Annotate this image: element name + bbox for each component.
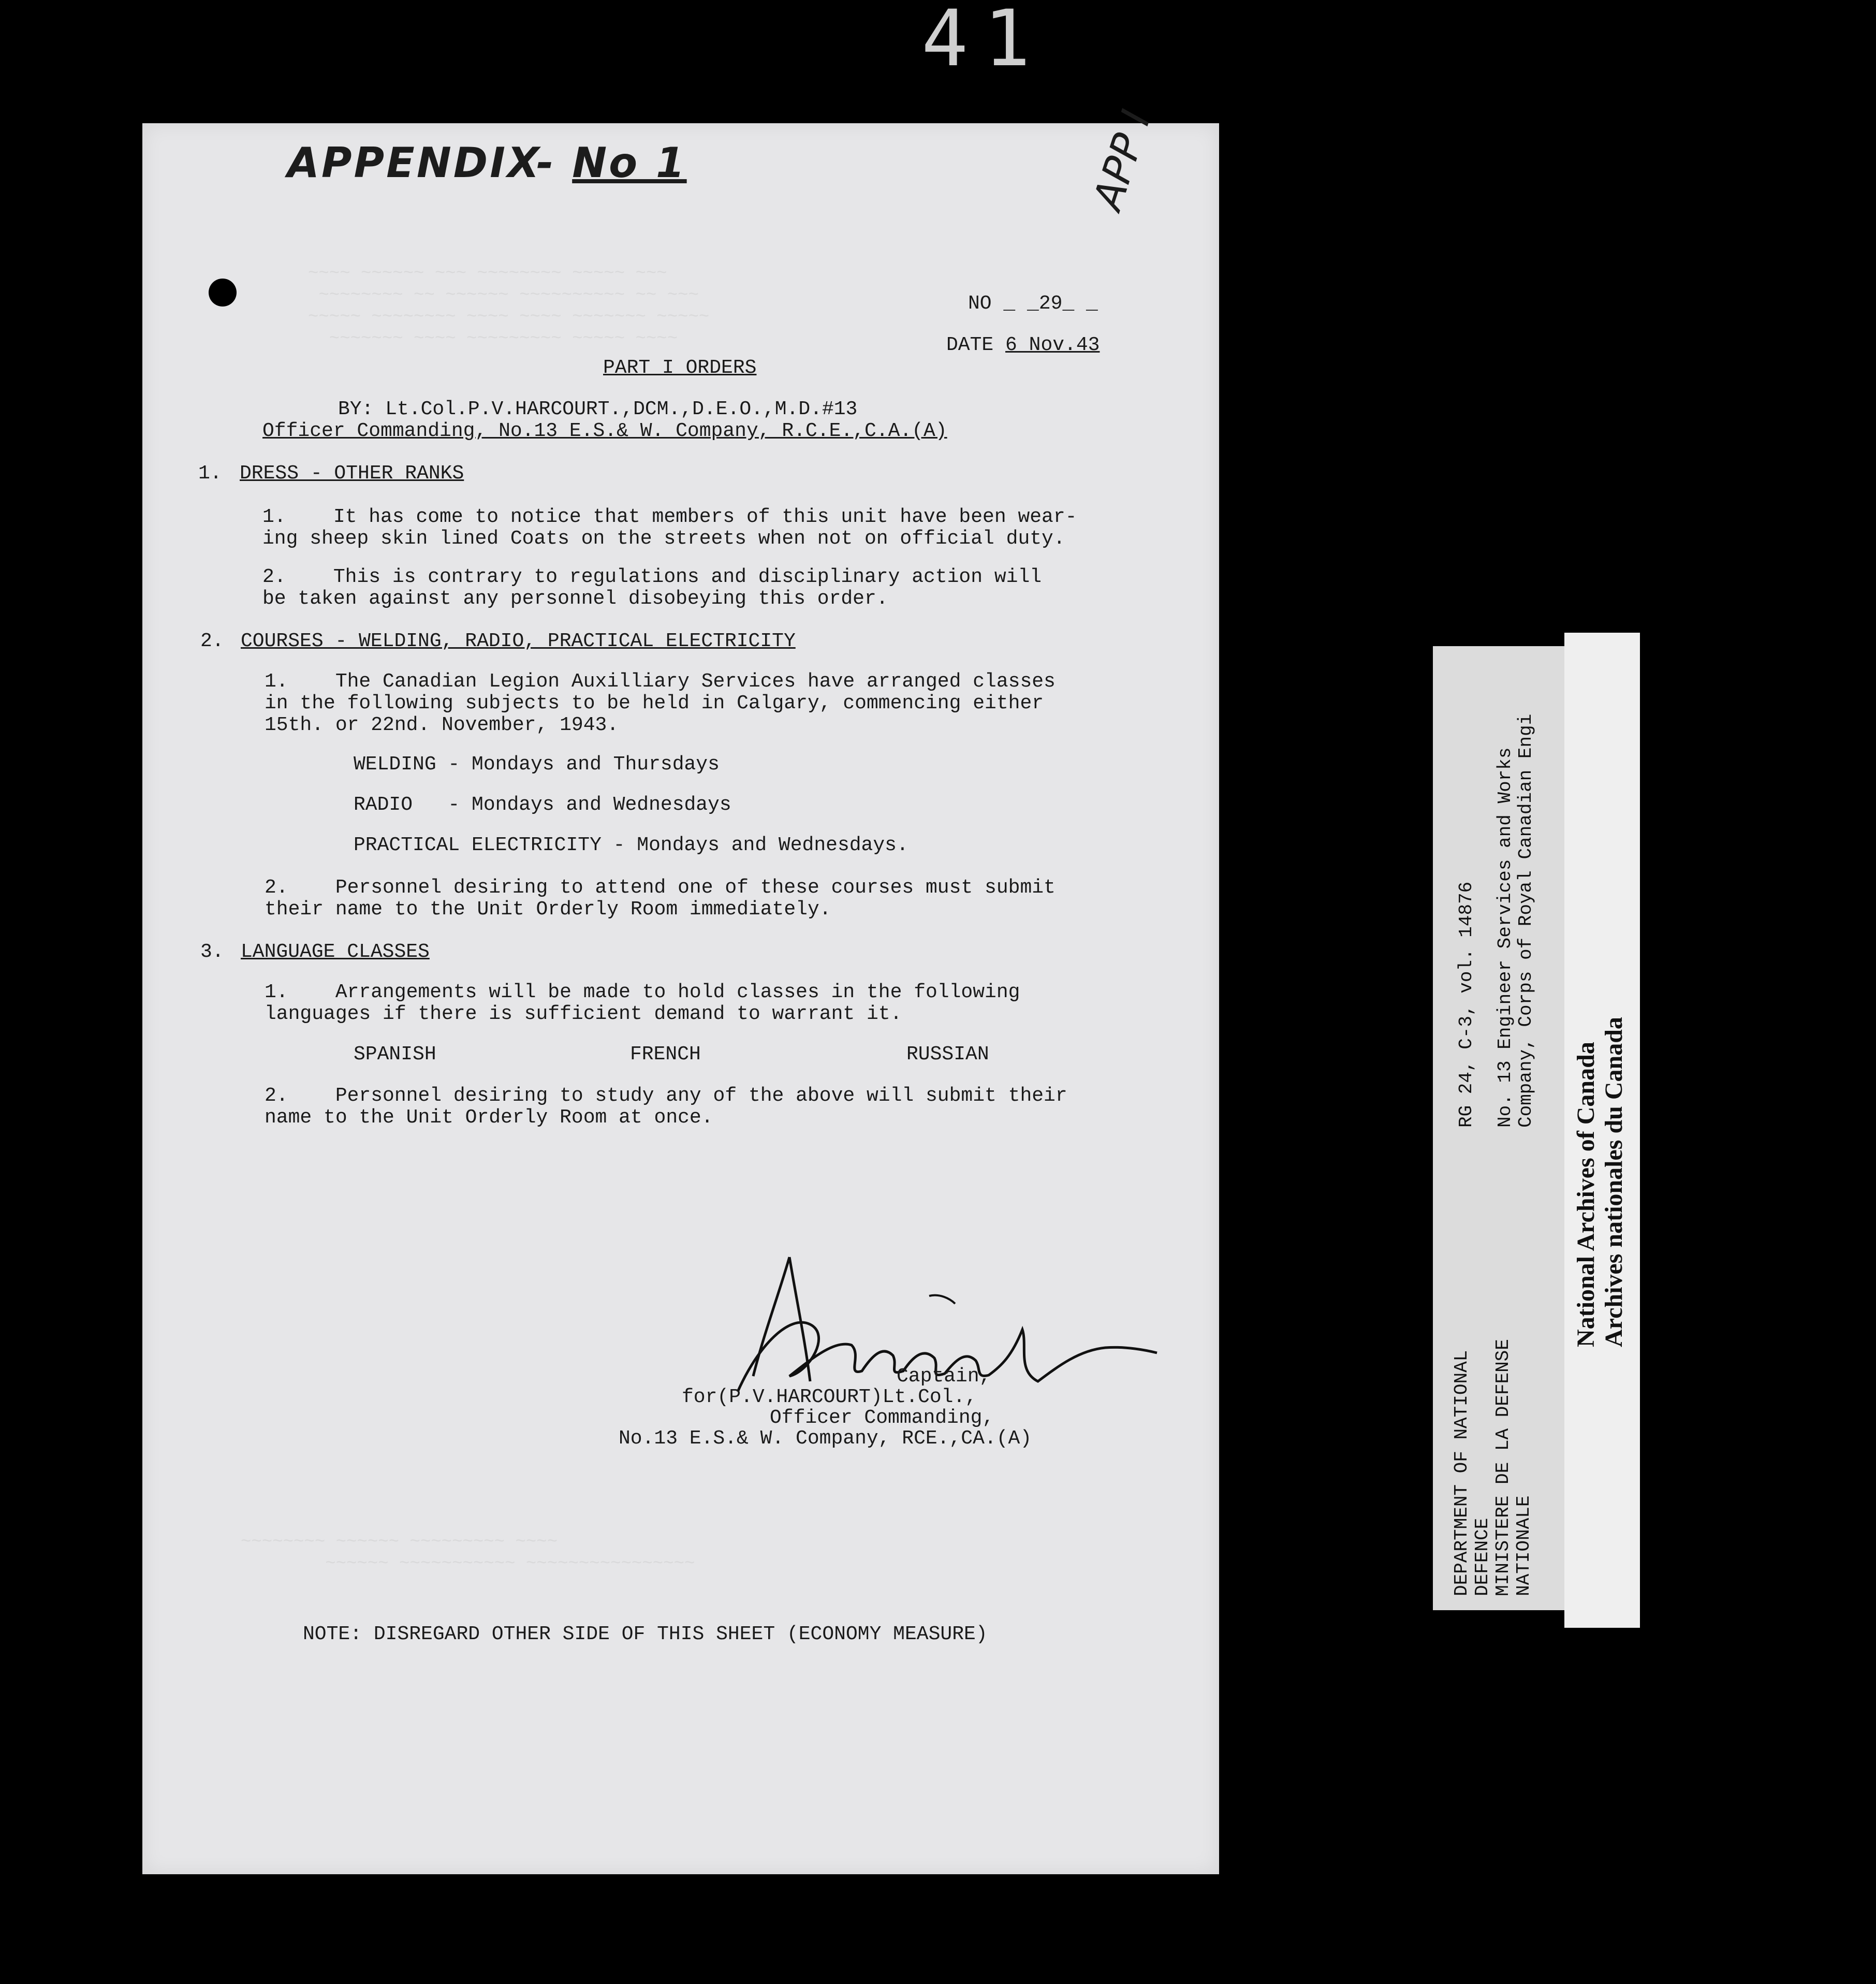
department-line-3: MINISTERE DE LA DEFENSE	[1492, 1339, 1514, 1596]
archives-name-french: Archives nationales du Canada	[1600, 1017, 1628, 1347]
unit-block	[1495, 714, 1536, 1128]
section-3-heading: LANGUAGE CLASSES	[241, 941, 430, 963]
department-block	[1452, 1339, 1534, 1596]
unit-line-1: No. 13 Engineer Services and Works	[1494, 747, 1516, 1128]
language-russian: RUSSIAN	[906, 1043, 989, 1066]
section-3-para-2a: 2. Personnel desiring to study any of the above will submit their	[265, 1085, 1067, 1107]
order-date-label: DATE	[946, 334, 994, 356]
department-line-4: NATIONALE	[1513, 1495, 1534, 1596]
archives-block	[1572, 1017, 1628, 1347]
document-sheet	[142, 105, 1219, 1874]
record-group-reference: RG 24, C-3, vol. 14876	[1456, 881, 1477, 1128]
section-2-heading: COURSES - WELDING, RADIO, PRACTICAL ELECTRICITY	[241, 630, 796, 652]
signature-unit: No.13 E.S.& W. Company, RCE.,CA.(A)	[619, 1427, 1032, 1450]
language-spanish: SPANISH	[354, 1043, 436, 1066]
order-date	[946, 334, 1100, 356]
archive-reference-label	[1433, 646, 1565, 1610]
section-1-number: 1.	[198, 462, 222, 485]
bleed-through-text: ~~~~ ~~~~~~ ~~~ ~~~~~~~~ ~~~~~ ~~~ ~~~~~~~~ ~~ ~~~~~~ ~~~~~~~~~~ ~~ ~~~ ~~~~~ ~~~~~~~~ ~~~~ ~~~~ ~~~~~~~ ~~~~~ ~~~~~~~ ~~~~ ~~~~~~~~~ ~~~~~ ~~~~	[308, 264, 710, 349]
section-1-para-2a: 2. This is contrary to regulations and disciplinary action will	[262, 566, 1042, 588]
order-date-value: 6 Nov.43	[1005, 334, 1100, 356]
section-3-para-2b: name to the Unit Orderly Room at once.	[265, 1106, 713, 1129]
document-title: PART I ORDERS	[603, 357, 757, 379]
signature-for-line: for(P.V.HARCOURT)Lt.Col.,	[682, 1386, 977, 1408]
course-radio: RADIO - Mondays and Wednesdays	[354, 794, 731, 816]
frame-number: 41	[921, 0, 1046, 84]
signature-appointment: Officer Commanding,	[770, 1407, 994, 1429]
section-2-para-1a: 1. The Canadian Legion Auxilliary Services have arranged classes	[265, 670, 1056, 693]
appendix-prefix: APPENDIX-	[287, 139, 556, 187]
punch-hole	[209, 279, 237, 307]
section-1-para-1b: ing sheep skin lined Coats on the streets when not on official duty.	[262, 528, 1065, 550]
section-3-para-1a: 1. Arrangements will be made to hold classes in the following	[265, 981, 1020, 1003]
issuing-officer: BY: Lt.Col.P.V.HARCOURT.,DCM.,D.E.O.,M.D.#13	[338, 398, 858, 420]
order-number-value: _ _29_ _	[1003, 293, 1098, 315]
section-2-para-1c: 15th. or 22nd. November, 1943.	[265, 714, 619, 736]
appendix-number: No 1	[572, 139, 687, 187]
department-line-1: DEPARTMENT OF NATIONAL	[1451, 1350, 1472, 1596]
course-welding: WELDING - Mondays and Thursdays	[354, 753, 720, 776]
section-1-para-1a: 1. It has come to notice that members of this unit have been wear-	[262, 506, 1077, 528]
section-2-para-2a: 2. Personnel desiring to attend one of these courses must submit	[265, 877, 1056, 899]
economy-note: NOTE: DISREGARD OTHER SIDE OF THIS SHEET (ECONOMY MEASURE)	[303, 1623, 988, 1645]
appendix-handwritten-heading	[287, 139, 687, 187]
language-french: FRENCH	[630, 1043, 701, 1066]
bleed-through-text: ~~~~~~~~ ~~~~~~ ~~~~~~~~~ ~~~~ ~~~~~~ ~~~~~~~~~~~ ~~~~~~~~~~~~~~~~	[241, 1533, 695, 1574]
section-2-para-2b: their name to the Unit Orderly Room immediately.	[265, 898, 831, 921]
officer-appointment: Officer Commanding, No.13 E.S.& W. Company, R.C.E.,C.A.(A)	[262, 420, 947, 442]
department-line-2: DEFENCE	[1472, 1518, 1493, 1596]
margin-annotation: APP I	[1084, 105, 1160, 215]
section-2-number: 2.	[200, 630, 224, 652]
section-3-para-1b: languages if there is sufficient demand to warrant it.	[265, 1003, 902, 1025]
order-number-label: NO	[968, 293, 992, 315]
unit-line-2: Company, Corps of Royal Canadian Engi	[1515, 713, 1536, 1128]
national-archives-stamp	[1564, 633, 1640, 1628]
archives-name-english: National Archives of Canada	[1572, 1042, 1600, 1347]
section-3-number: 3.	[200, 941, 224, 963]
section-2-para-1b: in the following subjects to be held in Calgary, commencing either	[265, 692, 1044, 714]
order-number	[968, 293, 1098, 315]
signature-rank: Captain,	[897, 1365, 991, 1388]
course-practical-electricity: PRACTICAL ELECTRICITY - Mondays and Wednesdays.	[354, 834, 908, 856]
section-1-heading: DRESS - OTHER RANKS	[240, 462, 464, 485]
section-1-para-2b: be taken against any personnel disobeying this order.	[262, 588, 888, 610]
